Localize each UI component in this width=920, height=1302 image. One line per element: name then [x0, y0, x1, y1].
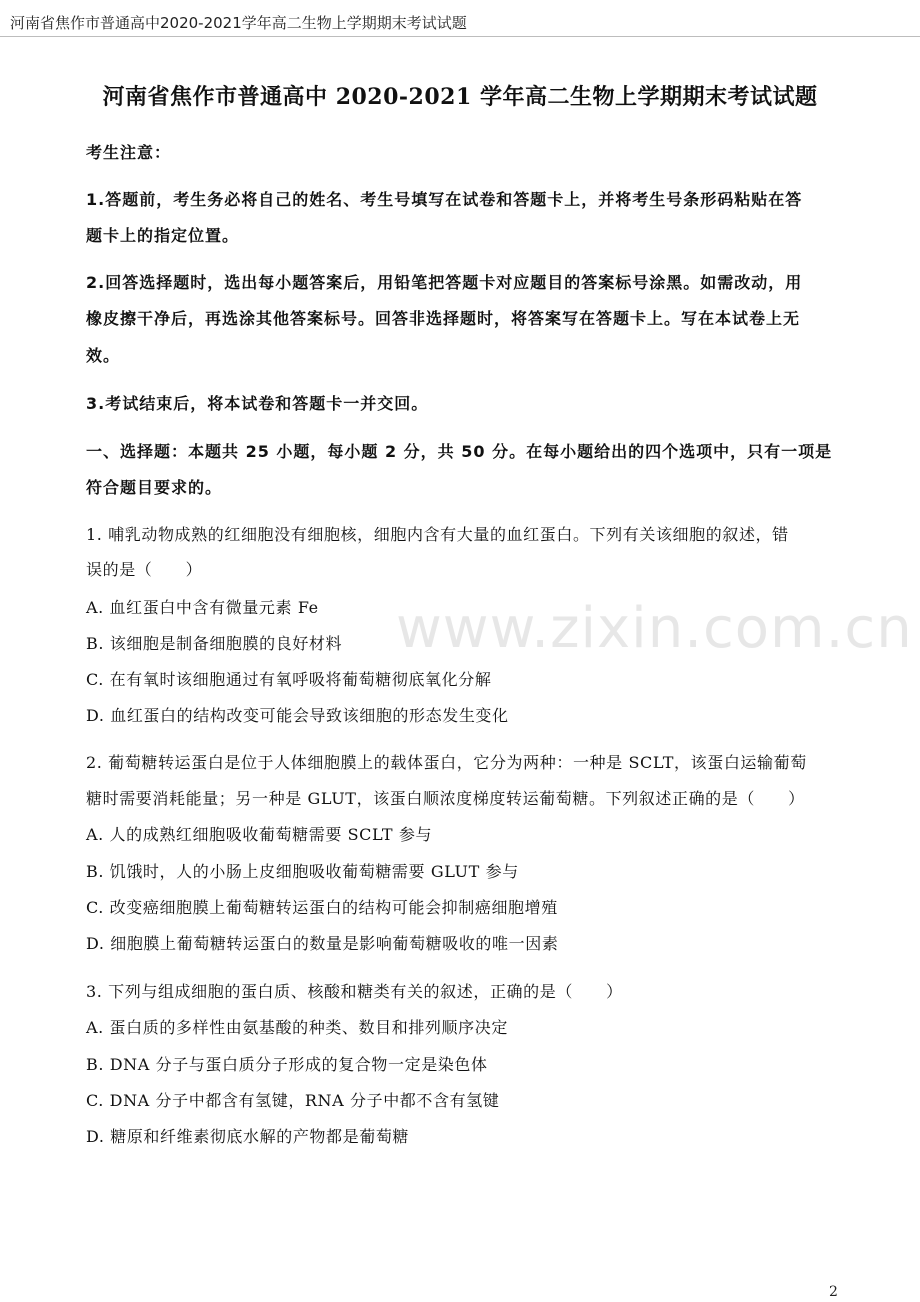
notice-heading: 考生注意： — [86, 143, 172, 162]
question-1-stem-line-2: 误的是（ ） — [86, 560, 203, 579]
section-instruction-line-2: 符合题目要求的。 — [86, 478, 223, 497]
question-3-option-c: C. DNA 分子中都含有氢键，RNA 分子中都不含有氢键 — [86, 1091, 500, 1110]
question-2-stem-line-2: 糖时需要消耗能量；另一种是 GLUT，该蛋白顺浓度梯度转运葡萄糖。下列叙述正确的是（ ） — [86, 789, 805, 808]
question-2-option-a: A. 人的成熟红细胞吸收葡萄糖需要 SCLT 参与 — [86, 825, 433, 844]
question-3-stem-line-1: 3. 下列与组成细胞的蛋白质、核酸和糖类有关的叙述，正确的是（ ） — [86, 982, 623, 1001]
question-1-option-a: A. 血红蛋白中含有微量元素 Fe — [86, 598, 319, 617]
notice-1-line-1: 1.答题前，考生务必将自己的姓名、考生号填写在试卷和答题卡上，并将考生号条形码粘贴在答 — [86, 190, 803, 209]
notice-2-line-2: 橡皮擦干净后，再选涂其他答案标号。回答非选择题时，将答案写在答题卡上。写在本试卷上无 — [86, 309, 801, 328]
page-number: 2 — [829, 1284, 838, 1300]
question-3-option-b: B. DNA 分子与蛋白质分子形成的复合物一定是染色体 — [86, 1055, 488, 1074]
question-2-stem-line-1: 2. 葡萄糖转运蛋白是位于人体细胞膜上的载体蛋白，它分为两种：一种是 SCLT，该蛋白运输葡萄 — [86, 753, 807, 772]
notice-1-line-2: 题卡上的指定位置。 — [86, 226, 240, 245]
question-1-stem-line-1: 1. 哺乳动物成熟的红细胞没有细胞核，细胞内含有大量的血红蛋白。下列有关该细胞的叙述，错 — [86, 525, 789, 544]
notice-3-line-1: 3.考试结束后，将本试卷和答题卡一并交回。 — [86, 394, 429, 413]
watermark: www.zixin.com.cn — [396, 596, 913, 661]
question-2-option-b: B. 饥饿时，人的小肠上皮细胞吸收葡萄糖需要 GLUT 参与 — [86, 862, 519, 881]
section-instruction-line-1: 一、选择题：本题共 25 小题，每小题 2 分，共 50 分。在每小题给出的四个选项中，只有一项是 — [86, 442, 833, 461]
document-title: 河南省焦作市普通高中 2020-2021 学年高二生物上学期期末考试试题 — [102, 84, 818, 110]
question-3-option-a: A. 蛋白质的多样性由氨基酸的种类、数目和排列顺序决定 — [86, 1018, 508, 1037]
notice-2-line-1: 2.回答选择题时，选出每小题答案后，用铅笔把答题卡对应题目的答案标号涂黑。如需改动，用 — [86, 273, 803, 292]
question-2-option-c: C. 改变癌细胞膜上葡萄糖转运蛋白的结构可能会抑制癌细胞增殖 — [86, 898, 558, 917]
running-header: 河南省焦作市普通高中2020-2021学年高二生物上学期期末考试试题 — [10, 14, 467, 32]
question-1-option-b: B. 该细胞是制备细胞膜的良好材料 — [86, 634, 343, 653]
question-1-option-c: C. 在有氧时该细胞通过有氧呼吸将葡萄糖彻底氧化分解 — [86, 670, 492, 689]
question-1-option-d: D. 血红蛋白的结构改变可能会导致该细胞的形态发生变化 — [86, 706, 509, 725]
question-3-option-d: D. 糖原和纤维素彻底水解的产物都是葡萄糖 — [86, 1127, 410, 1146]
notice-2-line-3: 效。 — [86, 346, 121, 365]
question-2-option-d: D. 细胞膜上葡萄糖转运蛋白的数量是影响葡萄糖吸收的唯一因素 — [86, 934, 559, 953]
header-divider — [0, 36, 920, 37]
